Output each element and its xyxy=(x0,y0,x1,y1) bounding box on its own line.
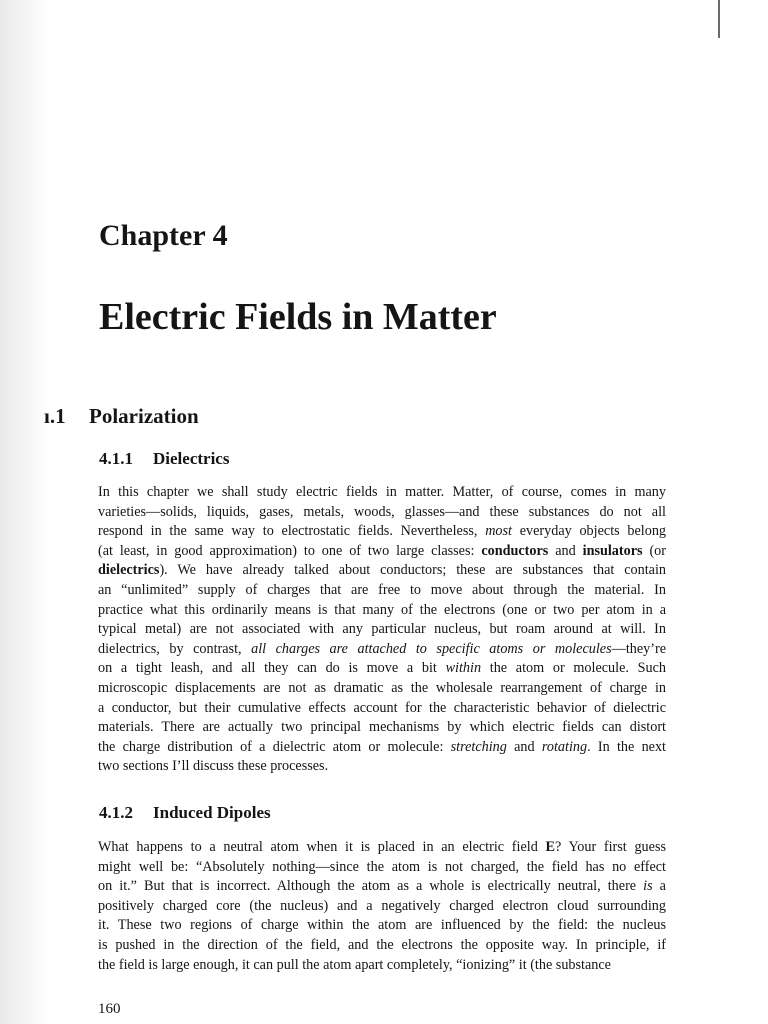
text-run: it. These two regions of charge within the atom are influenced by the field: the nucleus xyxy=(98,917,666,934)
subsection-heading-dielectrics xyxy=(99,448,229,470)
text-run: (or xyxy=(642,542,666,559)
text-line xyxy=(98,718,666,738)
text-run: dielectrics, by contrast, xyxy=(98,640,252,657)
text-run: on a tight leash, and all they can do is move a bit xyxy=(98,660,446,677)
paragraph-dielectrics xyxy=(98,483,666,777)
text-line xyxy=(98,956,666,976)
text-line xyxy=(98,620,666,640)
emphasis: stretching xyxy=(450,738,507,755)
text-line xyxy=(98,679,666,699)
text-line xyxy=(98,699,666,719)
text-run: respond in the same way to electrostatic fields. Nevertheless, xyxy=(98,523,486,540)
text-run: positively charged core (the nucleus) and a negatively charged electron cloud surrounding xyxy=(98,897,666,914)
text-line xyxy=(98,659,666,679)
text-line xyxy=(98,757,666,777)
text-line xyxy=(98,838,666,858)
emphasis: is xyxy=(643,878,653,895)
text-run: typical metal) are not associated with any particular nucleus, but roam around at will. In xyxy=(98,621,666,638)
subsection-heading-induced-dipoles xyxy=(99,802,271,824)
scan-margin-mark xyxy=(718,0,720,38)
text-run: the charge distribution of a dielectric atom or molecule: xyxy=(98,738,451,755)
text-run: a xyxy=(652,878,666,895)
bold-term: insulators xyxy=(582,542,643,559)
text-run: (at least, in good approximation) to one of two large classes: xyxy=(98,542,482,559)
section-title: Polarization xyxy=(89,404,199,428)
text-line xyxy=(98,581,666,601)
bold-term: conductors xyxy=(481,542,549,559)
text-run: an “unlimited” supply of charges that are free to move about through the material. In xyxy=(98,581,666,598)
emphasis: within xyxy=(445,660,482,677)
text-run: varieties—solids, liquids, gases, metals, woods, glasses—and these substances do not all xyxy=(98,503,666,520)
text-run: In this chapter we shall study electric fields in matter. Matter, of course, comes in many xyxy=(98,484,666,500)
text-run: ). We have already talked about conductors; these are substances that contain xyxy=(159,562,666,579)
paragraph-induced-dipoles xyxy=(98,838,666,975)
text-run: on it.” But that is incorrect. Although the atom as a whole is electrically neutral, there xyxy=(98,878,644,895)
text-run: the atom or molecule. Such xyxy=(481,660,666,677)
text-run: is pushed in the direction of the field, and the electrons the opposite way. In principle, if xyxy=(98,936,666,953)
subsection-title: Dielectrics xyxy=(153,449,230,468)
text-line xyxy=(98,483,666,503)
page-number: 160 xyxy=(98,1001,121,1017)
text-line xyxy=(98,561,666,581)
section-number: ı.1 xyxy=(44,404,66,428)
bold-term: E xyxy=(545,839,555,855)
subsection-number: 4.1.1 xyxy=(99,449,133,468)
text-run: —they’re xyxy=(611,640,666,657)
text-run: . In the next xyxy=(587,738,666,755)
text-run: might well be: “Absolutely nothing—since the atom is not charged, the field has no effect xyxy=(98,858,666,875)
text-line xyxy=(98,858,666,878)
emphasis: all charges are attached to specific atoms or molecules xyxy=(251,640,612,657)
subsection-number: 4.1.2 xyxy=(99,803,133,822)
text-line xyxy=(98,916,666,936)
text-run: two sections I’ll discuss these processes. xyxy=(98,758,329,775)
text-line xyxy=(98,897,666,917)
emphasis: most xyxy=(485,523,512,540)
text-line xyxy=(98,601,666,621)
bold-term: dielectrics xyxy=(98,562,160,579)
chapter-title: Electric Fields in Matter xyxy=(99,296,497,338)
text-run: microscopic displacements are not as dramatic as the wholesale rearrangement of charge in xyxy=(98,679,666,696)
text-run: a conductor, but their cumulative effects account for the characteristic behavior of dielectric xyxy=(98,699,666,716)
text-run: ? Your first guess xyxy=(554,839,666,855)
subsection-title: Induced Dipoles xyxy=(153,803,271,822)
text-line xyxy=(98,640,666,660)
text-line xyxy=(98,936,666,956)
text-line xyxy=(98,877,666,897)
text-run: and xyxy=(548,542,583,559)
text-run: everyday objects belong xyxy=(512,523,667,540)
text-line xyxy=(98,738,666,758)
text-line xyxy=(98,503,666,523)
text-run: materials. There are actually two principal mechanisms by which electric fields can distort xyxy=(98,719,666,736)
text-run: What happens to a neutral atom when it is placed in an electric field xyxy=(98,839,546,855)
text-run: the field is large enough, it can pull the atom apart completely, “ionizing” it (the substance xyxy=(98,956,611,973)
chapter-label: Chapter 4 xyxy=(99,219,228,252)
text-line xyxy=(98,522,666,542)
scan-edge-shadow xyxy=(0,0,48,1024)
text-run: and xyxy=(506,738,542,755)
text-line xyxy=(98,542,666,562)
text-run: practice what this ordinarily means is that many of the electrons (one or two per atom in a xyxy=(98,601,666,618)
emphasis: rotating xyxy=(541,738,588,755)
